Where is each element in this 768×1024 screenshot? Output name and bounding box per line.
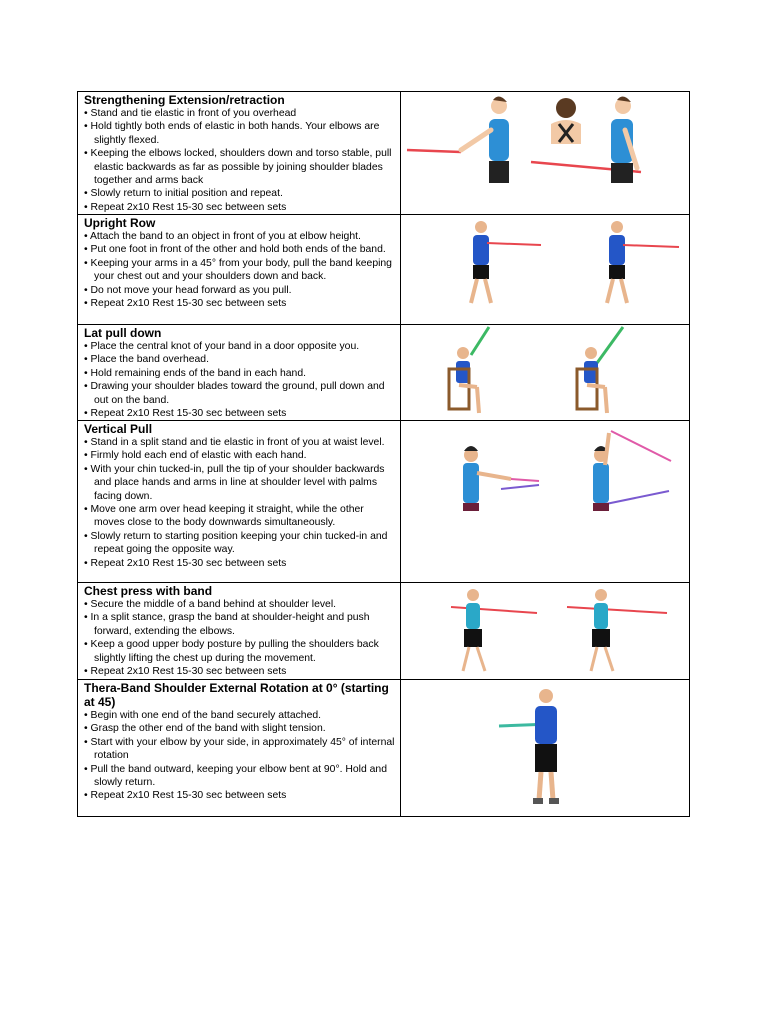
step: • Grasp the other end of the band with slight tension. <box>84 722 397 735</box>
lat-pull-down-drawing <box>401 325 688 420</box>
step: • Do not move your head forward as you pull. <box>84 284 397 297</box>
exercise-illustration <box>401 92 689 214</box>
exercise-illustration <box>401 421 689 582</box>
step: • Put one foot in front of the other and hold both ends of the band. <box>84 243 397 256</box>
exercise-steps <box>84 709 397 803</box>
step: • Move one arm over head keeping it straight, while the other moves close to the body downwards simultaneously. <box>84 503 397 530</box>
step: • Keeping your arms in a 45° from your body, pull the band keeping your chest out and your shoulders down and back. <box>84 257 397 284</box>
exercise-row <box>78 680 689 816</box>
exercise-row <box>78 421 689 583</box>
exercise-text-cell <box>78 583 401 679</box>
exercise-table <box>77 91 690 817</box>
exercise-text-cell <box>78 215 401 324</box>
exercise-text-cell <box>78 325 401 420</box>
exercise-text-cell <box>78 421 401 582</box>
exercise-title: Upright Row <box>84 216 156 230</box>
step: • Slowly return to starting position keeping your chin tucked-in and repeat going the opposite way. <box>84 530 397 557</box>
exercise-steps <box>84 598 397 678</box>
step: • Stand and tie elastic in front of you overhead <box>84 107 397 120</box>
exercise-title: Chest press with band <box>84 584 213 598</box>
exercise-steps <box>84 340 397 420</box>
exercise-steps <box>84 107 397 214</box>
extension-retraction-drawing <box>401 92 688 214</box>
vertical-pull-drawing <box>401 421 688 582</box>
chest-press-drawing <box>401 583 688 679</box>
step: • Drawing your shoulder blades toward the ground, pull down and out on the band. <box>84 380 397 407</box>
step: • Start with your elbow by your side, in approximately 45° of internal rotation <box>84 736 397 763</box>
step: • Repeat 2x10 Rest 15-30 sec between sets <box>84 665 397 678</box>
exercise-title: Strengthening Extension/retraction <box>84 93 285 107</box>
external-rotation-drawing <box>401 680 688 816</box>
exercise-illustration <box>401 583 689 679</box>
step: • Hold remaining ends of the band in each hand. <box>84 367 397 380</box>
step: • Repeat 2x10 Rest 15-30 sec between sets <box>84 201 397 214</box>
step: • In a split stance, grasp the band at shoulder-height and push forward, extending the elbows. <box>84 611 397 638</box>
upright-row-drawing <box>401 215 688 324</box>
exercise-title: Lat pull down <box>84 326 162 340</box>
exercise-steps <box>84 436 397 570</box>
step: • Pull the band outward, keeping your elbow bent at 90°. Hold and slowly return. <box>84 763 397 790</box>
exercise-illustration <box>401 680 689 816</box>
step: • Begin with one end of the band securely attached. <box>84 709 397 722</box>
step: • Place the band overhead. <box>84 353 397 366</box>
exercise-text-cell <box>78 680 401 816</box>
exercise-steps <box>84 230 397 310</box>
exercise-row <box>78 583 689 680</box>
step: • Keeping the elbows locked, shoulders down and torso stable, pull elastic backwards as far as possible by joining shoulder blades together and arms back <box>84 147 397 187</box>
step: • With your chin tucked-in, pull the tip of your shoulder backwards and place hands and arms in line at shoulder level with palms facing down. <box>84 463 397 503</box>
exercise-row <box>78 325 689 421</box>
step: • Repeat 2x10 Rest 15-30 sec between sets <box>84 297 397 310</box>
step: • Firmly hold each end of elastic with each hand. <box>84 449 397 462</box>
exercise-title: Vertical Pull <box>84 422 153 436</box>
exercise-illustration <box>401 215 689 324</box>
step: • Keep a good upper body posture by pulling the shoulders back slightly lifting the chest up during the movement. <box>84 638 397 665</box>
step: • Place the central knot of your band in a door opposite you. <box>84 340 397 353</box>
exercise-title: Thera-Band Shoulder External Rotation at 0° (starting at 45) <box>84 681 389 709</box>
step: • Stand in a split stand and tie elastic in front of you at waist level. <box>84 436 397 449</box>
step: • Repeat 2x10 Rest 15-30 sec between sets <box>84 789 397 802</box>
exercise-row <box>78 92 689 215</box>
step: • Repeat 2x10 Rest 15-30 sec between sets <box>84 407 397 420</box>
step: • Attach the band to an object in front of you at elbow height. <box>84 230 397 243</box>
step: • Slowly return to initial position and repeat. <box>84 187 397 200</box>
exercise-row <box>78 215 689 325</box>
step: • Repeat 2x10 Rest 15-30 sec between sets <box>84 557 397 570</box>
step: • Hold tightly both ends of elastic in both hands. Your elbows are slightly flexed. <box>84 120 397 147</box>
exercise-illustration <box>401 325 689 420</box>
step: • Secure the middle of a band behind at shoulder level. <box>84 598 397 611</box>
exercise-text-cell <box>78 92 401 214</box>
